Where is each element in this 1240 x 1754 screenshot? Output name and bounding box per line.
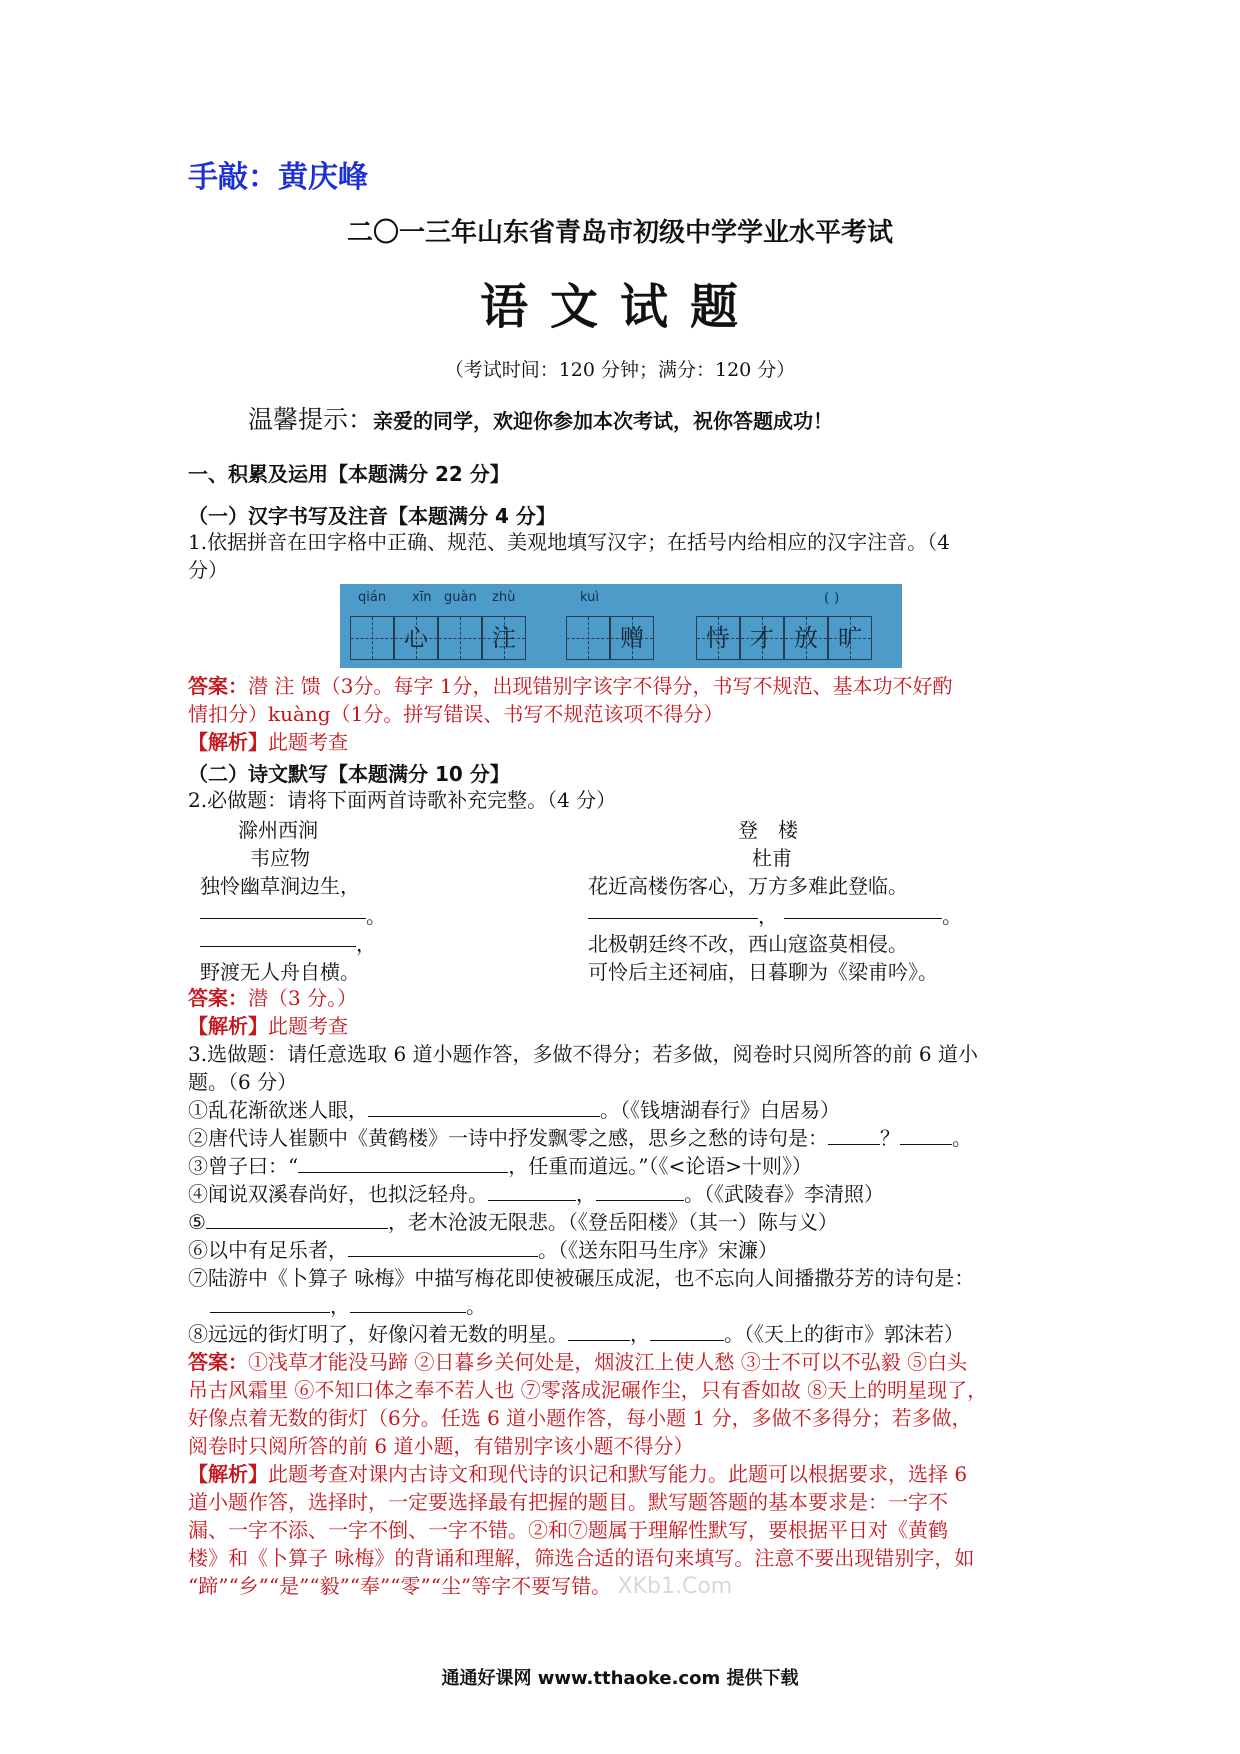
analysis-label: 【解析】 [188, 1462, 268, 1486]
q1-line1: 1.依据拼音在田字格中正确、规范、美观地填写汉字；在括号内给相应的汉字注音。（4 [188, 530, 950, 554]
blank-line[interactable] [828, 1124, 880, 1145]
grid-cell: 恃 [696, 616, 740, 660]
grid-cell[interactable] [350, 616, 394, 660]
answer-1 [188, 672, 1048, 756]
blank-line[interactable] [200, 946, 356, 947]
tip-label: 温馨提示： [248, 405, 374, 434]
poem-left-author: 韦应物 [250, 846, 310, 870]
answer-text: 潜（3 分。） [248, 986, 358, 1010]
footer-credit: 通通好课网 www.tthaoke.com 提供下载 [441, 1668, 799, 1689]
answer-text-2: 吊古风霜里 ⑥不知口体之奉不若人也 ⑦零落成泥碾作尘，只有香如故 ⑧天上的明星现了， [188, 1378, 988, 1402]
pinyin-1: qián [358, 590, 387, 605]
subject-title: 语文试题 [479, 279, 760, 335]
tip-text: 亲爱的同学，欢迎你参加本次考试，祝你答题成功！ [373, 409, 834, 433]
analysis-text-5: “蹄”“乡”“是”“毅”“奉”“零”“尘”等字不要写错。 [188, 1574, 612, 1598]
blank-line[interactable] [488, 1180, 576, 1201]
item-2: ②唐代诗人崔颢中《黄鹤楼》一诗中抒发飘零之感，思乡之愁的诗句是： ？ 。 [188, 1126, 972, 1150]
poem-left-line1: 独怜幽草涧边生， [200, 874, 360, 898]
watermark: XKb1.Com [617, 1574, 733, 1599]
item-6: ⑥以中有足乐者， 。（《送东阳马生序》宋濂） [188, 1238, 778, 1262]
grid-cell: 旷 [828, 616, 872, 660]
grid-cell[interactable]: 赠 [610, 616, 654, 660]
item-3: ③曾子曰：“ ，任重而道远。”（《<论语>十则》） [188, 1154, 812, 1178]
item-5: ⑤ ，老木沧波无限悲。（《登岳阳楼》（其一）陈与义） [188, 1210, 838, 1234]
q1-line2: 分） [188, 558, 228, 582]
q3-line2: 题。（6 分） [188, 1070, 298, 1094]
answer-text: 潜 注 馈（3分。每字 1分，出现错别字该字不得分，书写不规范、基本功不好酌 [248, 674, 953, 698]
warm-tip [248, 400, 833, 436]
pinyin-4: zhù [492, 590, 516, 605]
analysis-label: 【解析】 [188, 1014, 268, 1038]
answer-label: 答案： [188, 674, 248, 698]
blank-line[interactable] [650, 1320, 724, 1341]
pinyin-2: xīn [412, 590, 432, 605]
answer-text-2: 情扣分）kuàng（1分。拼写错误、书写不规范该项不得分） [188, 702, 724, 726]
item-7: ⑦陆游中《卜算子 咏梅》中描写梅花即使被碾压成泥，也不忘向人间播撒芬芳的诗句是： [188, 1266, 975, 1290]
grid-cell: 放 [784, 616, 828, 660]
punct: 。 [366, 904, 386, 928]
poem-right-line4: 可怜后主还祠庙，日暮聊为《梁甫吟》。 [588, 960, 938, 984]
blank-line[interactable] [200, 918, 366, 919]
blank-line[interactable] [348, 1236, 538, 1257]
pinyin-5: kuì [580, 590, 599, 605]
blank-line[interactable] [568, 1320, 630, 1341]
poem-right-author: 杜甫 [752, 846, 792, 870]
item-7-blanks: ， 。 [188, 1292, 1048, 1320]
answer-label: 答案： [188, 1350, 248, 1374]
blank-line[interactable] [784, 918, 942, 919]
question-1 [188, 528, 1048, 584]
analysis-text-2: 道小题作答，选择时，一定要选择最有把握的题目。默写题答题的基本要求是：一字不 [188, 1490, 948, 1514]
poem-left-title: 滁州西涧 [238, 818, 318, 842]
exam-title: 二〇一三年山东省青岛市初级中学学业水平考试 [346, 218, 893, 248]
section-heading: 一、积累及运用【本题满分 22 分】 [188, 462, 510, 486]
pinyin-3: guàn [444, 590, 477, 605]
grid-cell[interactable]: 注 [482, 616, 526, 660]
pinyin-paren: ( ) [824, 590, 840, 606]
blank-line[interactable] [588, 918, 758, 919]
blank-line[interactable] [900, 1124, 952, 1145]
analysis-text: 此题考查对课内古诗文和现代诗的识记和默写能力。此题可以根据要求，选择 6 [268, 1462, 968, 1486]
blank-line[interactable] [350, 1292, 466, 1313]
punct: ， [356, 932, 376, 956]
poem-right-line1: 花近高楼伤客心，万方多难此登临。 [588, 874, 908, 898]
question-2: 2.必做题：请将下面两首诗歌补充完整。（4 分） [188, 788, 617, 812]
part2-heading: （二）诗文默写【本题满分 10 分】 [188, 762, 510, 786]
analysis-label: 【解析】 [188, 730, 268, 754]
answer-text-4: 阅卷时只阅所答的前 6 道小题，有错别字该小题不得分） [188, 1434, 694, 1458]
typist-credit: 手敲：黄庆峰 [188, 160, 368, 195]
analysis-text: 此题考查 [268, 730, 348, 754]
blank-line[interactable] [210, 1292, 330, 1313]
blank-line[interactable] [596, 1180, 684, 1201]
question-3 [188, 1040, 1048, 1348]
tianzige-image [340, 584, 902, 668]
answer-label: 答案： [188, 986, 248, 1010]
part1-heading: （一）汉字书写及注音【本题满分 4 分】 [188, 504, 556, 528]
item-8: ⑧远远的街灯明了，好像闪着无数的明星。 ， 。（《天上的街市》郭沫若） [188, 1322, 964, 1346]
blank-line[interactable] [206, 1208, 388, 1229]
answer-2 [188, 984, 1048, 1040]
analysis-text-3: 漏、一字不添、一字不倒、一字不错。②和⑦题属于理解性默写，要根据平日对《黄鹤 [188, 1518, 948, 1542]
exam-meta: （考试时间：120 分钟；满分：120 分） [444, 359, 796, 381]
grid-cell: 才 [740, 616, 784, 660]
answer-text-3: 好像点着无数的街灯（6分。任选 6 道小题作答，每小题 1 分，多做不多得分；若多做， [188, 1406, 972, 1430]
punct: 。 [942, 904, 962, 928]
poem-right-title: 登 楼 [738, 818, 798, 842]
punct: ， [758, 904, 778, 928]
grid-cell[interactable] [438, 616, 482, 660]
grid-cell[interactable] [566, 616, 610, 660]
analysis-text-4: 楼》和《卜算子 咏梅》的背诵和理解，筛选合适的语句来填写。注意不要出现错别字，如 [188, 1546, 975, 1570]
analysis-text: 此题考查 [268, 1014, 348, 1038]
blank-line[interactable] [298, 1152, 508, 1173]
item-1: ①乱花渐欲迷人眼， 。（《钱塘湖春行》白居易） [188, 1098, 840, 1122]
q3-line1: 3.选做题：请任意选取 6 道小题作答，多做不得分；若多做，阅卷时只阅所答的前 6 道小 [188, 1042, 978, 1066]
answer-3 [188, 1348, 1048, 1601]
grid-cell[interactable]: 心 [394, 616, 438, 660]
item-4: ④闻说双溪春尚好，也拟泛轻舟。 ， 。（《武陵春》李清照） [188, 1182, 884, 1206]
poem-right-line3: 北极朝廷终不改，西山寇盗莫相侵。 [588, 932, 908, 956]
answer-text: ①浅草才能没马蹄 ②日暮乡关何处是，烟波江上使人愁 ③士不可以不弘毅 ⑤白头 [248, 1350, 968, 1374]
blank-line[interactable] [368, 1096, 600, 1117]
poem-left-line5: 野渡无人舟自横。 [200, 960, 360, 984]
